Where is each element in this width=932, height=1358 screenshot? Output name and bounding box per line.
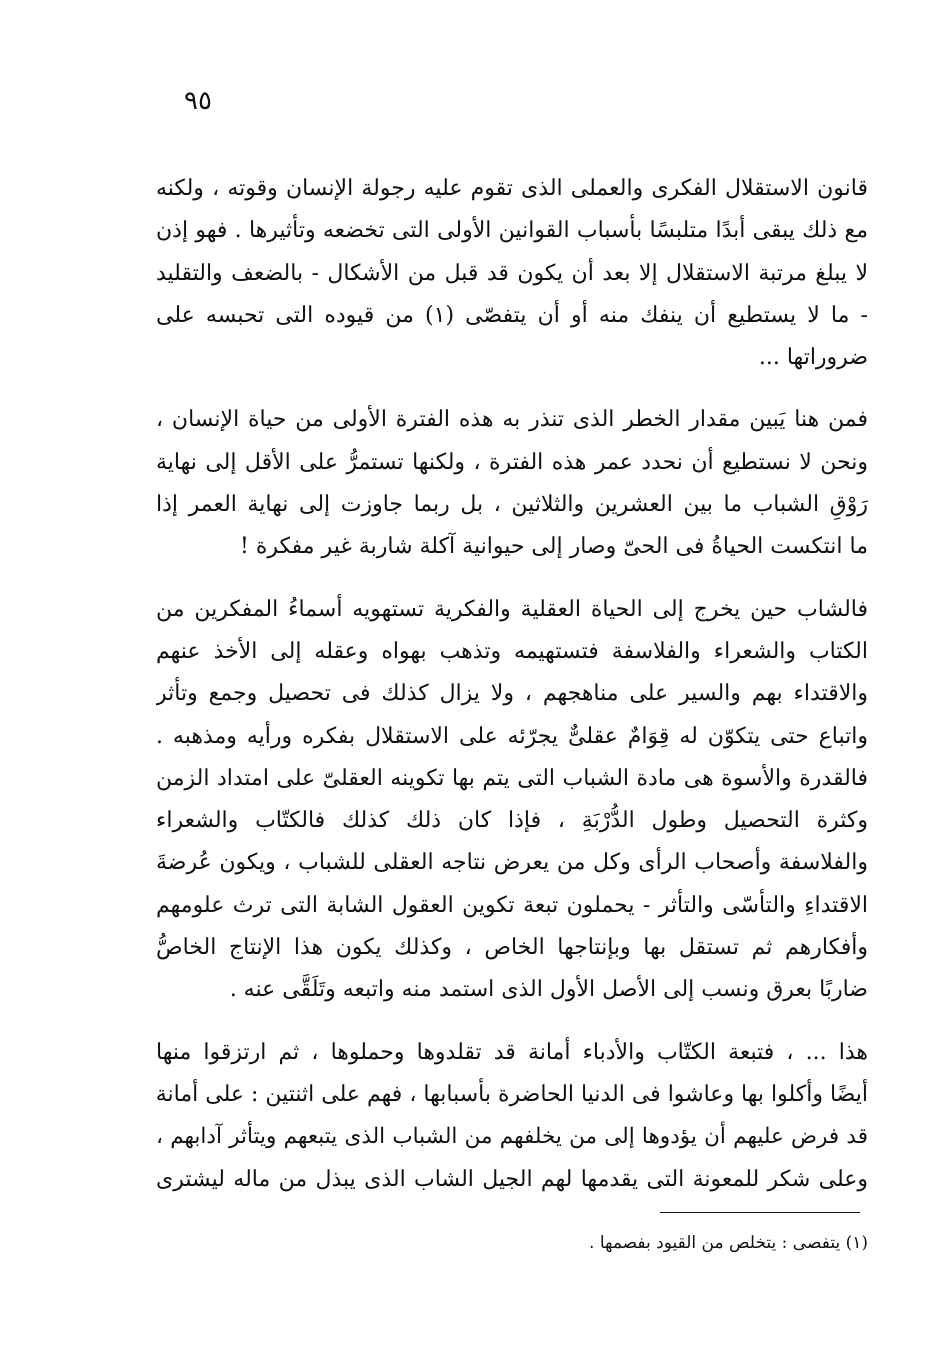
footnote-divider [660,1212,860,1213]
text-line: والفلاسفة وأصحاب الرأى وكل من يعرض نتاجه العقلى للشباب ، ويكون عُرضةَ [156,850,868,876]
text-line: ما انتكست الحياةُ فى الحىّ وصار إلى حيوانية آكلة شاربة غير مفكرة ! [240,534,868,560]
text-line: فالشاب حين يخرج إلى الحياة العقلية والفكرية تستهويه أسماءُ المفكرين من [156,596,868,622]
footnote: (١) يتفصى : يتخلص من القيود بفصمها . [589,1233,868,1253]
text-line: - ما لا يستطيع أن ينفك منه أو أن يتفصّى (١) من قيوده التى تحبسه على [156,302,868,328]
text-line: ونحن لا نستطيع أن نحدد عمر هذه الفترة ، ولكنها تستمرُّ على الأقل إلى نهاية [156,449,868,475]
paragraph-2 [156,399,868,568]
text-line: ضاربًا بعرق ونسب إلى الأصل الأول الذى استمد منه واتبعه وتَلَقَّى عنه . [229,977,868,1003]
text-line: فمن هنا يَبين مقدار الخطر الذى تنذر به هذه الفترة الأولى من حياة الإنسان ، [156,407,868,433]
text-line: قد فرض عليهم أن يؤدوها إلى من يخلفهم من الشباب الذى يتبعهم ويتأثر آدابهم ، [156,1124,868,1150]
text-line: أيضًا وأكلوا بها وعاشوا فى الدنيا الحاضرة بأسبابها ، فهم على اثنتين : على أمانة [156,1081,868,1107]
text-line: الكتاب والشعراء والفلاسفة فتستهيمه وتذهب بهواه وعقله إلى الأخذ عنهم [156,638,868,664]
text-line: مع ذلك يبقى أبدًا متلبسًا بأسباب القوانين الأولى التى تخضعه وتأثيرها . فهو إذن [156,218,868,244]
page-number: ٩٥ [184,86,212,116]
paragraph-4 [156,1032,868,1201]
text-line: وأفكارهم ثم تستقل بها وبإنتاجها الخاص ، وكذلك يكون هذا الإنتاج الخاصُّ [156,935,868,961]
body-text [156,168,868,1221]
text-line: وعلى شكر للمعونة التى يقدمها لهم الجيل الشاب الذى يبذل من ماله ليشترى [156,1166,868,1192]
text-line: قانون الاستقلال الفكرى والعملى الذى تقوم عليه رجولة الإنسان وقوته ، ولكنه [156,176,868,201]
paragraph-1 [156,168,868,379]
text-line: وكثرة التحصيل وطول الدُّرْبَةِ ، فإذا كان ذلك كذلك فالكتّاب والشعراء [156,808,868,834]
text-line: لا يبلغ مرتبة الاستقلال إلا بعد أن يكون قد قبل من الأشكال - بالضعف والتقليد [156,260,868,286]
text-line: والاقتداء بهم والسير على مناهجهم ، ولا يزال كذلك فى تحصيل وجمع وتأثر [156,681,868,707]
text-line: الاقتداءِ والتأسّى والتأثر - يحملون تبعة تكوين العقول الشابة التى ترث علومهم [156,892,868,918]
text-line: فالقدرة والأسوة هى مادة الشباب التى يتم بها تكوينه العقلىّ على امتداد الزمن [156,765,868,791]
text-line: هذا ... ، فتبعة الكتّاب والأدباء أمانة قد تقلدوها وحملوها ، ثم ارتزقوا منها [156,1039,868,1065]
paragraph-3 [156,589,868,1012]
text-line: واتباع حتى يتكوّن له قِوَامٌ عقلىٌّ يجرّئه على الاستقلال بفكره ورأيه ومذهبه . [156,723,868,749]
text-line: ضروراتها ... [758,345,868,371]
text-line: رَوْقِ الشباب ما بين العشرين والثلاثين ، بل ربما جاوزت إلى نهاية العمر إذا [156,492,868,518]
